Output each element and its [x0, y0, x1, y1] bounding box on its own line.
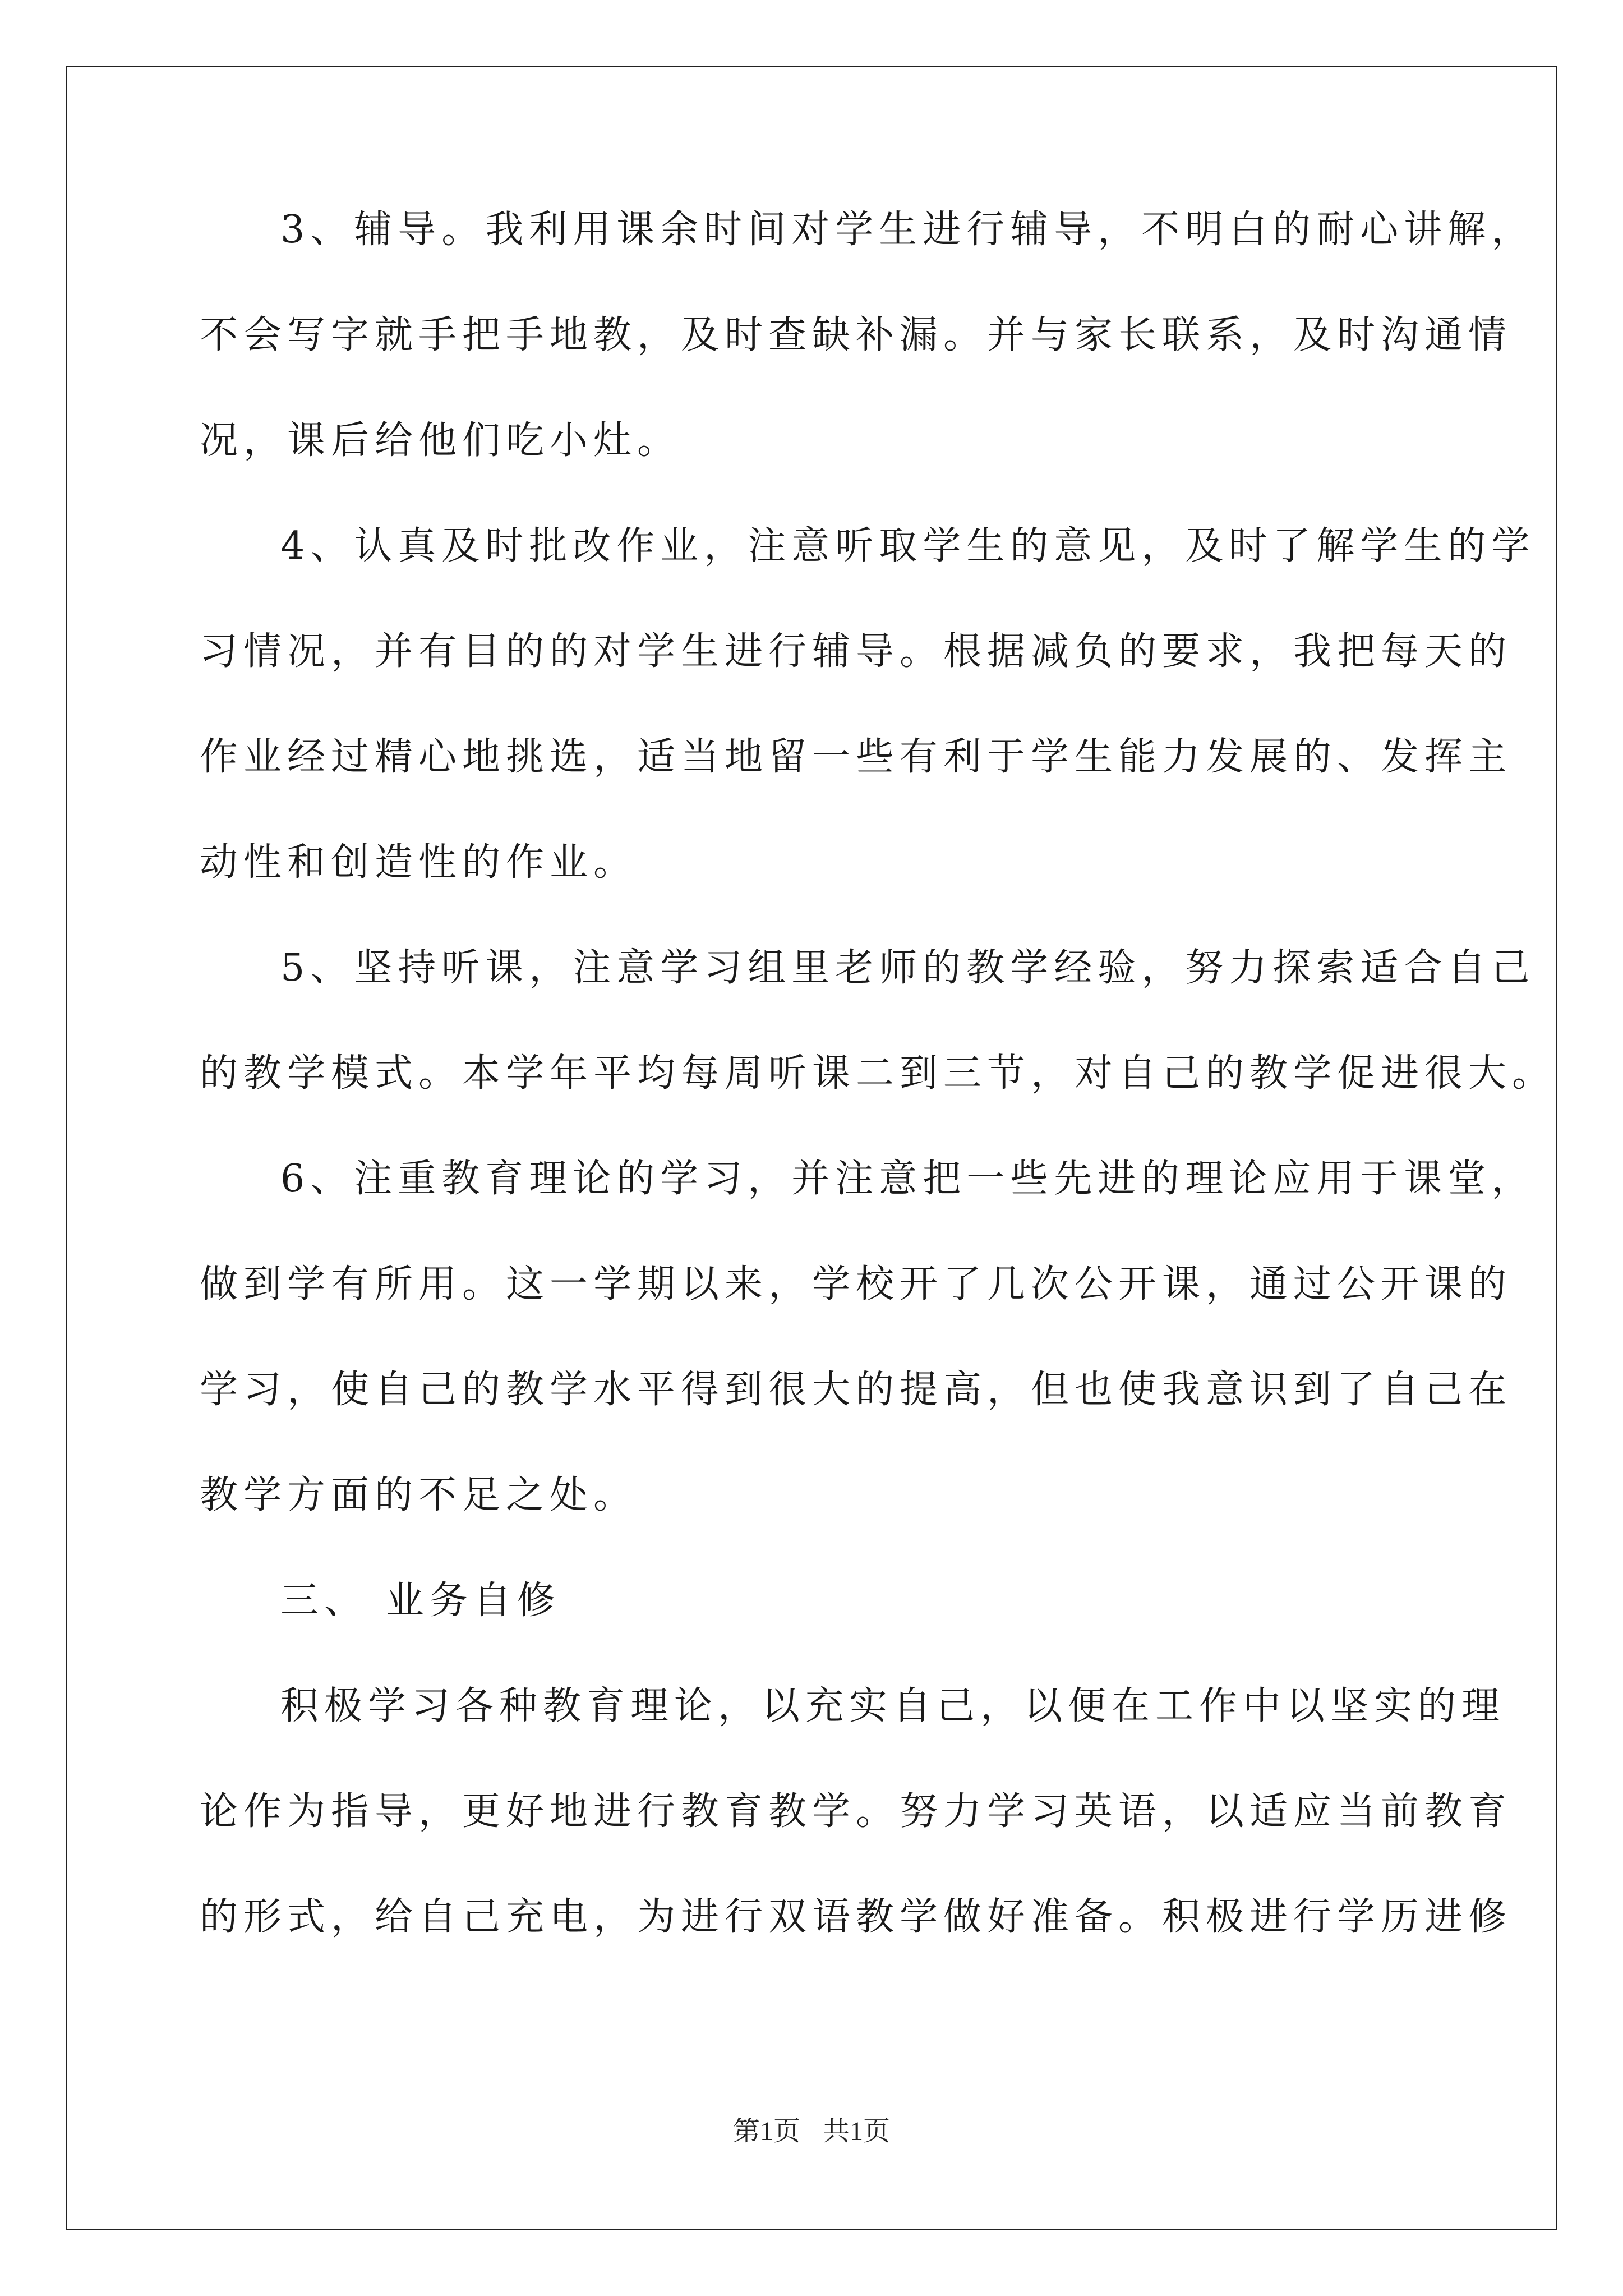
- paragraph-line: 做到学有所用。这一学期以来，学校开了几次公开课，通过公开课的: [200, 1262, 1513, 1306]
- paragraph-line: 论作为指导，更好地进行教育教学。努力学习英语，以适应当前教育: [200, 1789, 1513, 1834]
- paragraph-line: 教学方面的不足之处。: [200, 1473, 638, 1517]
- paragraph-line: 的形式，给自己充电，为进行双语教学做好准备。积极进行学历进修: [200, 1895, 1513, 1939]
- document-body: [200, 208, 1556, 2004]
- paragraph-line: 积极学习各种教育理论，以充实自己，以便在工作中以坚实的理: [280, 1684, 1506, 1728]
- paragraph-line: 动性和创造性的作业。: [200, 840, 638, 885]
- paragraph-line: 4、认真及时批改作业，注意听取学生的意见，及时了解学生的学: [280, 524, 1536, 568]
- paragraph-line: 作业经过精心地挑选，适当地留一些有利于学生能力发展的、发挥主: [200, 735, 1513, 779]
- paragraph-line: 学习，使自己的教学水平得到很大的提高，但也使我意识到了自己在: [200, 1368, 1513, 1412]
- section-heading: 三、 业务自修: [280, 1579, 561, 1623]
- page-total: 共1页: [823, 2116, 891, 2146]
- paragraph-line: 不会写字就手把手地教，及时查缺补漏。并与家长联系，及时沟通情: [200, 313, 1513, 357]
- paragraph-line: 3、辅导。我利用课余时间对学生进行辅导，不明白的耐心讲解，: [280, 208, 1536, 252]
- paragraph-line: 习情况，并有目的的对学生进行辅导。根据减负的要求，我把每天的: [200, 629, 1513, 674]
- paragraph-line: 6、注重教育理论的学习，并注意把一些先进的理论应用于课堂，: [280, 1157, 1536, 1201]
- paragraph-line: 5、坚持听课，注意学习组里老师的教学经验，努力探索适合自己: [280, 946, 1536, 990]
- paragraph-line: 的教学模式。本学年平均每周听课二到三节，对自己的教学促进很大。: [200, 1051, 1556, 1096]
- page-number: 第1页: [732, 2116, 800, 2146]
- paragraph-line: 况，课后给他们吃小灶。: [200, 418, 681, 463]
- page-footer: [0, 2109, 1623, 2148]
